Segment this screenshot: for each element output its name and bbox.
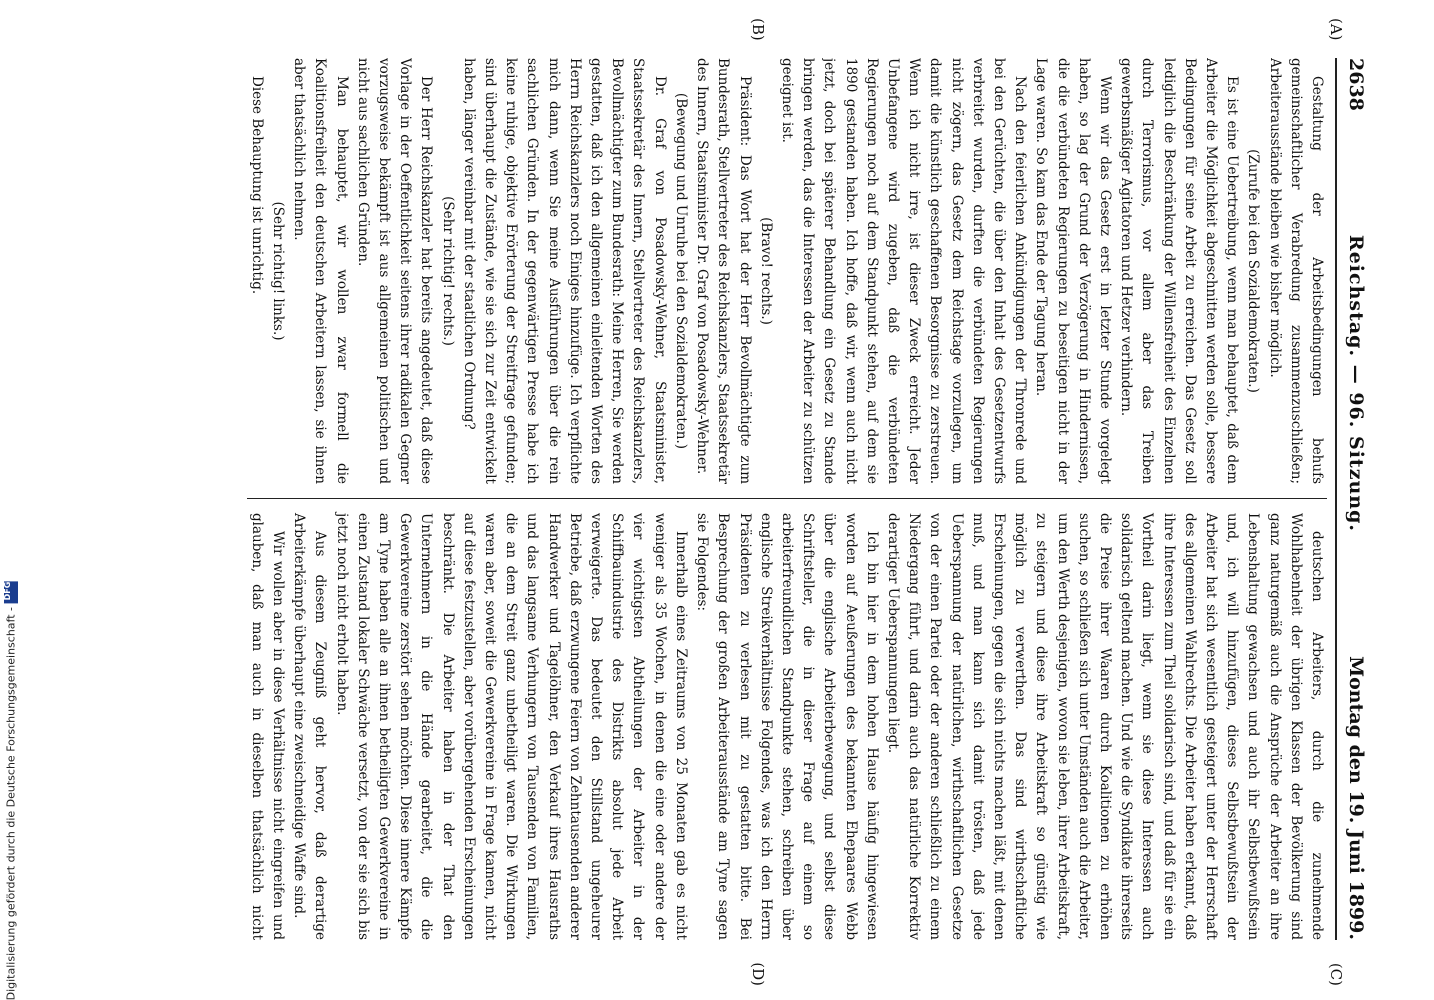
text-columns — [247, 58, 1327, 940]
paragraph: Es ist eine Uebertreibung, wenn man behauptet, daß dem Arbeiter die Möglichkeit abgeschnitten werden solle, bessere Bedingungen für seine Arbeit zu erreichen. Das Gesetz soll lediglich die Beschränkung der Willensfreiheit des Einzelnen durch Terrorismus, vor allem aber das Treiben gewerbsmäßiger Agitatoren und Hetzer verhindern. — [1118, 58, 1241, 484]
paragraph: Wir wollen aber in diese Verhältnisse nicht eingreifen und glauben, daß man auch in dieselben thatsächlich nicht — [248, 513, 287, 940]
dfg-logo: DFG — [4, 581, 18, 603]
paragraph: Aus diesem Zeugniß geht hervor, daß derartige Arbeiterkämpfe überhaupt eine zweischneidige Waffe sind. — [291, 513, 329, 940]
paragraph: Innerhalb eines Zeitraums von 25 Monaten gab es nicht weniger als 35 Wochen, in denen die eine oder andere der vier wichtigsten Abtheilungen der Arbeiter in der Schiffbauindustrie des Distrikts absolut jede Arbeit verweigerte. Das bedeutet den Stillstand ungeheurer Betriebe, daß erzwungene Feiern von Zehntausenden anderer Handwerker und Tagelöhner, den Verkauf ihres Hausraths und das langsame Verhungern von Tausenden von Familien, die an dem Streit ganz unbetheiligt waren. Die Wirkungen waren aber, soweit die Gewerkvereine in Frage kamen, nicht auf diese festzustellen, aber vorübergehenden Erscheinungen beschränkt. Die Arbeiter haben in der That den Unternehmern in die Hände gearbeitet, die die Gewerkvereine zerstört sehen möchten. Diese innere Kämpfe am Tyne haben alle an ihnen betheiligten Gewerkvereine in einen Zustand lokaler Schwäche versetzt, von der sie sich bis jetzt noch nicht erholt haben. — [333, 513, 689, 940]
footer-credit — [0, 0, 22, 1000]
page-title: Reichstag. — 96. Sitzung. — [1345, 234, 1367, 533]
paragraph: (Sehr richtig! links.) — [270, 201, 287, 341]
paragraph: (Sehr richtig! rechts.) — [439, 196, 456, 346]
paragraph: Diese Behauptung ist unrichtig. — [248, 76, 265, 295]
margin-marker-b: (B) — [749, 18, 767, 41]
page-date: Montag den 19. Juni 1899. — [1345, 656, 1367, 940]
document-page — [27, 0, 1407, 1000]
margin-marker-a: (A) — [1327, 18, 1345, 41]
paragraph: deutschen Arbeiters, durch die zunehmende Wohlhabenheit der übrigen Klassen der Bevölkerung sind ganz naturgemäß auch die Ansprüche der Arbeiter an ihre Lebenshaltung gewachsen und auch ihr Selbstbewußtsein und, ich will hinzufügen, dieses Selbstbewußtsein der Arbeiter hat sich wesentlich gesteigert unter der Herrschaft des allgemeinen Wahlrechts. Die Arbeiter haben erkannt, daß ihre Interessen zum Theil solidarisch sind, und daß für sie ein Vortheil darin liegt, wenn sie diese Interessen auch solidarisch geltend machen. Und wie die Syndikate ihrerseits die Preise ihrer Waaren durch Koalitionen zu erhöhen suchen, so schließen sich unter Umständen auch die Arbeiter, um den Werth desjenigen, wovon sie leben, ihrer Arbeitskraft, zu steigern und diese ihre Arbeitskraft so günstig wie möglich zu verwerthen. Das sind wirthschaftliche Erscheinungen, gegen die sich nichts machen läßt, mit denen muß, und man kann sich damit trösten, daß jede Ueberspannung der natürlichen, wirthschaftlichen Gesetze von der einen Partei oder der anderen schließlich zu einem Niedergang führt, und darin auch das natürliche Korrektiv derartiger Ueberspannungen liegt. — [884, 513, 1325, 940]
left-column — [247, 58, 1327, 499]
funding-credit-text: Digitalisierung gefördert durch die Deutsche Forschungsgemeinschaft - — [4, 606, 18, 1000]
paragraph: Man behauptet, wir wollen zwar formell die Koalitionsfreiheit den deutschen Arbeitern lassen, sie ihnen aber thatsächlich nehmen. — [291, 58, 350, 484]
page-header — [1335, 58, 1367, 940]
right-column — [247, 499, 1327, 940]
paragraph: Wenn wir das Gesetz erst in letzter Stunde vorgelegt haben, so lag der Grund der Verzögerung in Hindernissen, die die verbündeten Regierungen zu beseitigen nicht in der Lage waren. So kam das Ende der Tagung heran. — [1033, 58, 1113, 484]
paragraph: (Bravo! rechts.) — [757, 217, 774, 325]
paragraph: Dr. Graf von Posadowsky-Wehner, Staatsminister, Staatssekretär des Innern, Stellvertreter des Reichskanzlers, Bevollmächtigter zum Bundesrath: Meine Herren, Sie werden gestatten, daß ich den allgemeinen einleitenden Worten des Herrn Reichskanzlers noch Einiges hinzufüge. Ich verpflichte mich dann, wenn Sie meine Ausführungen über die rein sachlichen Gründen. In der gegenwärtigen Presse habe ich keine ruhige, objektive Erörterung der Streitfrage gefunden; sind überhaupt die Zustände, wie sie sich zur Zeit entwickelt haben, länger vereinbar mit der staatlichen Ordnung? — [460, 58, 668, 484]
page-number: 2638 — [1345, 58, 1367, 111]
paragraph: (Zurufe bei den Sozialdemokraten.) — [1245, 149, 1262, 393]
paragraph: (Bewegung und Unruhe bei den Sozialdemokraten.) — [672, 92, 689, 450]
paragraph: Nach den feierlichen Ankündigungen der Thronrede und bei den Gerüchten, die über den Inhalt des Gesetzentwurfs verbreitet wurden, durften die verbündeten Regierungen nicht zögern, das Gesetz dem Reichstage vorzulegen, um damit die künstlich geschaffenen Besorgnisse zu zerstreuen. Wenn ich nicht irre, ist dieser Zweck erreicht. Jeder Unbefangene wird zugeben, daß die verbündeten Regierungen noch auf dem Standpunkt stehen, auf dem sie 1890 gestanden haben. Ich hoffe, daß wir, wenn auch nicht jetzt, doch bei späterer Behandlung ein Gesetz zu Stande bringen werden, das die Interessen der Arbeiter zu schützen geeignet ist. — [778, 58, 1029, 484]
paragraph: Präsident: Das Wort hat der Herr Bevollmächtigte zum Bundesrath, Stellvertreter des Reichskanzlers, Staatssekretär des Innern, Staatsminister Dr. Graf von Posadowsky-Wehner. — [694, 58, 753, 484]
paragraph: Der Herr Reichskanzler hat bereits angedeutet, daß diese Vorlage in der Oeffentlichkeit seitens ihrer radikalen Gegner vorzugsweise bekämpft ist aus allgemeinen politischen und nicht aus sachlichen Gründen. — [354, 58, 435, 484]
paragraph: Gestaltung der Arbeitsbedingungen behufs gemeinschaftlicher Verabredung zusammenzuschließen; Arbeiterausstände bleiben wie bisher möglich. — [1266, 58, 1325, 484]
margin-marker-d: (D) — [749, 962, 767, 986]
paragraph: Ich bin hier in dem hohen Hause häufig hingewiesen worden auf Aeußerungen des bekannten Ehepaares Webb über die englische Arbeiterbewegung, und selbst diese Schriftsteller, die in dieser Frage auf einem so arbeiterfreundlichen Standpunkte stehen, schreiben über englische Streikverhältnisse Folgendes, was ich den Herrn Präsidenten zu verlesen mit zu gestatten bitte. Bei Besprechung der großen Arbeiterausstände am Tyne sagen sie Folgendes: — [694, 513, 880, 940]
margin-marker-c: (C) — [1327, 962, 1345, 986]
